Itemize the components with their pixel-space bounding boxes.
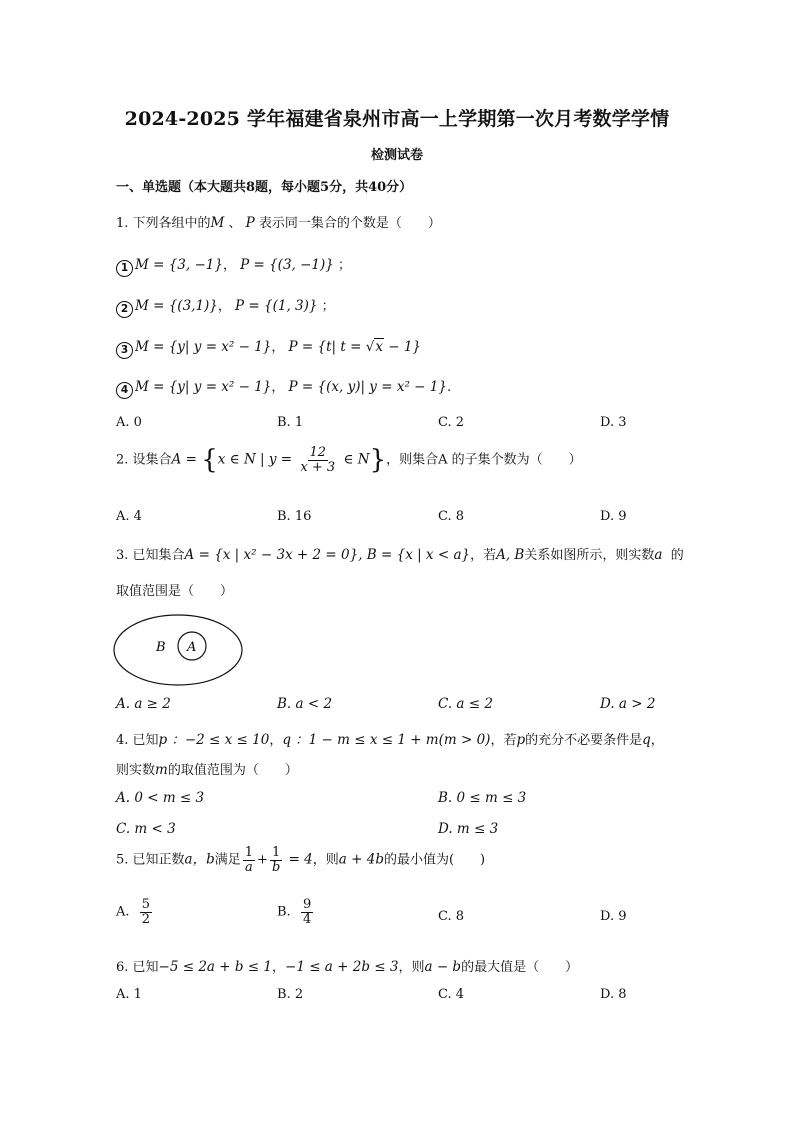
q3-option-d: D. a > 2: [600, 696, 656, 712]
venn-label-a: A: [187, 640, 197, 655]
q6-option-d: D. 8: [600, 987, 627, 1002]
q2-option-b: B. 16: [277, 509, 312, 524]
q5-option-c: C. 8: [438, 909, 465, 924]
q4-option-a: A. 0 < m ≤ 3: [116, 790, 205, 806]
q1-option-d: D. 3: [600, 415, 627, 430]
question-1-item-3: 3 M = {y| y = x² − 1}， P = {t| t = √x − 1}: [116, 336, 421, 359]
question-1-stem: 1. 下列各组中的M 、 P 表示同一集合的个数是（ ）: [116, 215, 441, 231]
question-5-stem: 5. 已知正数a，b满足 $\frac{1}{a}$ + $\frac{1}{b}$ = 4，则a + 4b的最小值为( ): [116, 845, 486, 875]
question-3-stem-line2: 取值范围是（ ）: [116, 584, 234, 599]
venn-diagram: [112, 612, 246, 688]
q5-option-b: B. $\frac{9}{4}$: [277, 897, 312, 927]
q2-option-d: D. 9: [600, 509, 627, 524]
q3-option-c: C. a ≤ 2: [438, 696, 493, 712]
question-1-item-4: 4 M = {y| y = x² − 1}， P = {(x, y)| y = x² − 1}.: [116, 376, 451, 399]
q1-option-c: C. 2: [438, 415, 465, 430]
q6-option-b: B. 2: [277, 987, 304, 1002]
page-subtitle: 检测试卷: [370, 148, 423, 163]
q1-option-a: A. 0: [116, 415, 142, 430]
question-3-stem: 3. 已知集合A = {x | x² − 3x + 2 = 0}, B = {x | x < a}，若A, B关系如图所示，则实数a 的: [116, 547, 684, 563]
q6-option-a: A. 1: [116, 987, 142, 1002]
q4-option-c: C. m < 3: [116, 821, 176, 837]
section-heading: 一、单选题（本大题共8题，每小题5分，共40分）: [116, 180, 413, 195]
q3-option-a: A. a ≥ 2: [116, 696, 171, 712]
circled-number: 2: [116, 301, 133, 318]
q4-option-b: B. 0 ≤ m ≤ 3: [438, 790, 527, 806]
circled-number: 1: [116, 260, 133, 277]
q5-option-a: A. $\frac{5}{2}$: [116, 897, 151, 927]
question-4-stem-line2: 则实数m的取值范围为（ ）: [116, 762, 298, 778]
question-4-stem: 4. 已知p ：−2 ≤ x ≤ 10，q ：1 − m ≤ x ≤ 1 + m(m > 0)，若p的充分不必要条件是q，: [116, 732, 664, 748]
q2-option-c: C. 8: [438, 509, 465, 524]
q1-option-b: B. 1: [277, 415, 304, 430]
circled-number: 4: [116, 382, 133, 399]
venn-label-b: B: [156, 640, 166, 655]
q4-option-d: D. m ≤ 3: [438, 821, 499, 837]
q6-option-c: C. 4: [438, 987, 465, 1002]
question-6-stem: 6. 已知−5 ≤ 2a + b ≤ 1，−1 ≤ a + 2b ≤ 3，则a − b的最大值是（ ）: [116, 959, 579, 975]
circled-number: 3: [116, 342, 133, 359]
question-2-stem: 2. 设集合A = {x ∈ N | y = $\frac{12}{x + 3}$ ∈ N}，则集合A 的子集个数为（ ）: [116, 445, 582, 476]
page-title: 2024-2025 学年福建省泉州市高一上学期第一次月考数学学情: [124, 108, 670, 130]
q3-option-b: B. a < 2: [277, 696, 333, 712]
q5-option-d: D. 9: [600, 909, 627, 924]
q2-option-a: A. 4: [116, 509, 142, 524]
question-1-item-2: 2 M = {(3,1)}， P = {(1, 3)} ；: [116, 295, 335, 318]
question-1-item-1: 1 M = {3, −1}， P = {(3, −1)} ；: [116, 254, 351, 277]
